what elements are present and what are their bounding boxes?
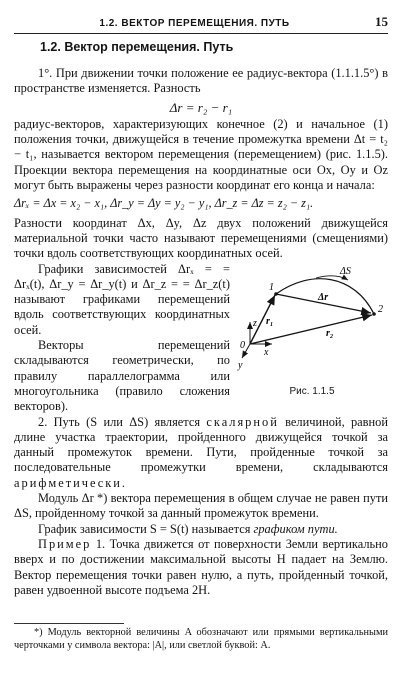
- label-dS: ΔS: [340, 265, 351, 277]
- paragraph-path: [14, 415, 388, 491]
- paragraph-definition: радиус-векторов, характеризующих конечное (2) и начальное (1) положения точки, движущейся в течение промежутка времени Δt = t₂ − t₁, называется вектором перемещения (перемещением) (рис. 1.1.5). Проекции вектора перемещения на координатные оси Ox, Oy и Oz могут быть выражены через разности координат его конца и начала:: [14, 116, 388, 193]
- point-2: [372, 312, 376, 316]
- example-text: 1. Точка движется от поверхности Земли вертикально вверх и по достижении максимальной высоты H падает на Землю. Вектор перемещения точки равен нулю, а путь, пройденный точкой, равен удвоенной высоте подъема 2H.: [14, 536, 388, 597]
- figure-caption: Рис. 1.1.5: [289, 385, 335, 397]
- path-text-spaced-arith: арифметически.: [14, 475, 128, 490]
- figure-1-1-5: [236, 264, 388, 402]
- label-r1: r₁: [266, 315, 274, 327]
- paragraph-coordinate-differences: Разности координат Δx, Δy, Δz двух положений движущейся материальной точки часто называют перемещениями (смещениями) точки вдоль соответствующих координатных осей.: [14, 215, 388, 261]
- footnote-rule: [14, 623, 124, 624]
- section-title: 1.2. Вектор перемещения. Путь: [40, 40, 234, 54]
- label-r2: r₂: [326, 327, 334, 339]
- example-label: Пример: [38, 536, 92, 551]
- page-number: 15: [375, 14, 388, 29]
- paragraph-example: [14, 537, 388, 598]
- label-origin: 0: [240, 339, 245, 351]
- running-title: 1.2. ВЕКТОР ПЕРЕМЕЩЕНИЯ. ПУТЬ: [99, 18, 290, 29]
- footnote: *) Модуль векторной величины A обозначают или прямыми вертикальными черточками у символа вектора: |A|, или светлой буквой: A.: [14, 627, 388, 651]
- paragraph-graphs: Графики зависимостей Δrₓ = = Δrₓ(t), Δr_y = Δr_y(t) и Δr_z = = Δr_z(t) называют графиками перемещений вдоль соответствующих координатных осей.: [14, 261, 230, 337]
- formula-projections: Δrₓ = Δx = x₂ − x₁, Δr_y = Δy = y₂ − y₁, Δr_z = Δz = z₂ − z₁.: [14, 196, 314, 211]
- path-text-b: величиной, равной длине участка траектории, пройденного движущейся точкой за данный промежуток времени. Пути, пройденные точкой за последовательные промежутки времени, складываются: [14, 414, 388, 475]
- label-z: z: [253, 317, 257, 329]
- label-point-1: 1: [269, 281, 274, 293]
- body-text: [14, 66, 388, 598]
- page-header: [14, 14, 388, 30]
- paragraph-intro: 1°. При движении точки положение ее радиус-вектора (1.1.1.5°) в пространстве изменяется. Разность: [14, 66, 388, 96]
- paragraph-vector-addition: Векторы перемещений складываются геометрически, по правилу параллелограмма или многоугольника (правило сложения векторов).: [14, 338, 230, 414]
- path-text-spaced-scalar: скалярной: [206, 414, 279, 429]
- formula-displacement: Δr = r₂ − r₁: [169, 99, 233, 115]
- path-graph-text: График зависимости S = S(t) называется: [38, 521, 251, 536]
- displacement-diagram: [236, 264, 388, 382]
- label-point-2: 2: [378, 303, 383, 315]
- header-rule: [14, 33, 388, 34]
- path-graph-term: графиком пути.: [253, 521, 338, 536]
- label-y: y: [238, 359, 243, 371]
- point-1: [274, 292, 278, 296]
- label-dr: Δr: [318, 291, 329, 303]
- paragraph-path-graph: [14, 522, 388, 537]
- path-text-a: 2. Путь (S или ΔS) является: [38, 414, 201, 429]
- label-x: x: [264, 346, 269, 358]
- paragraph-modulus: Модуль Δr *) вектора перемещения в общем случае не равен пути ΔS, пройденному точкой за данный промежуток времени.: [14, 491, 388, 521]
